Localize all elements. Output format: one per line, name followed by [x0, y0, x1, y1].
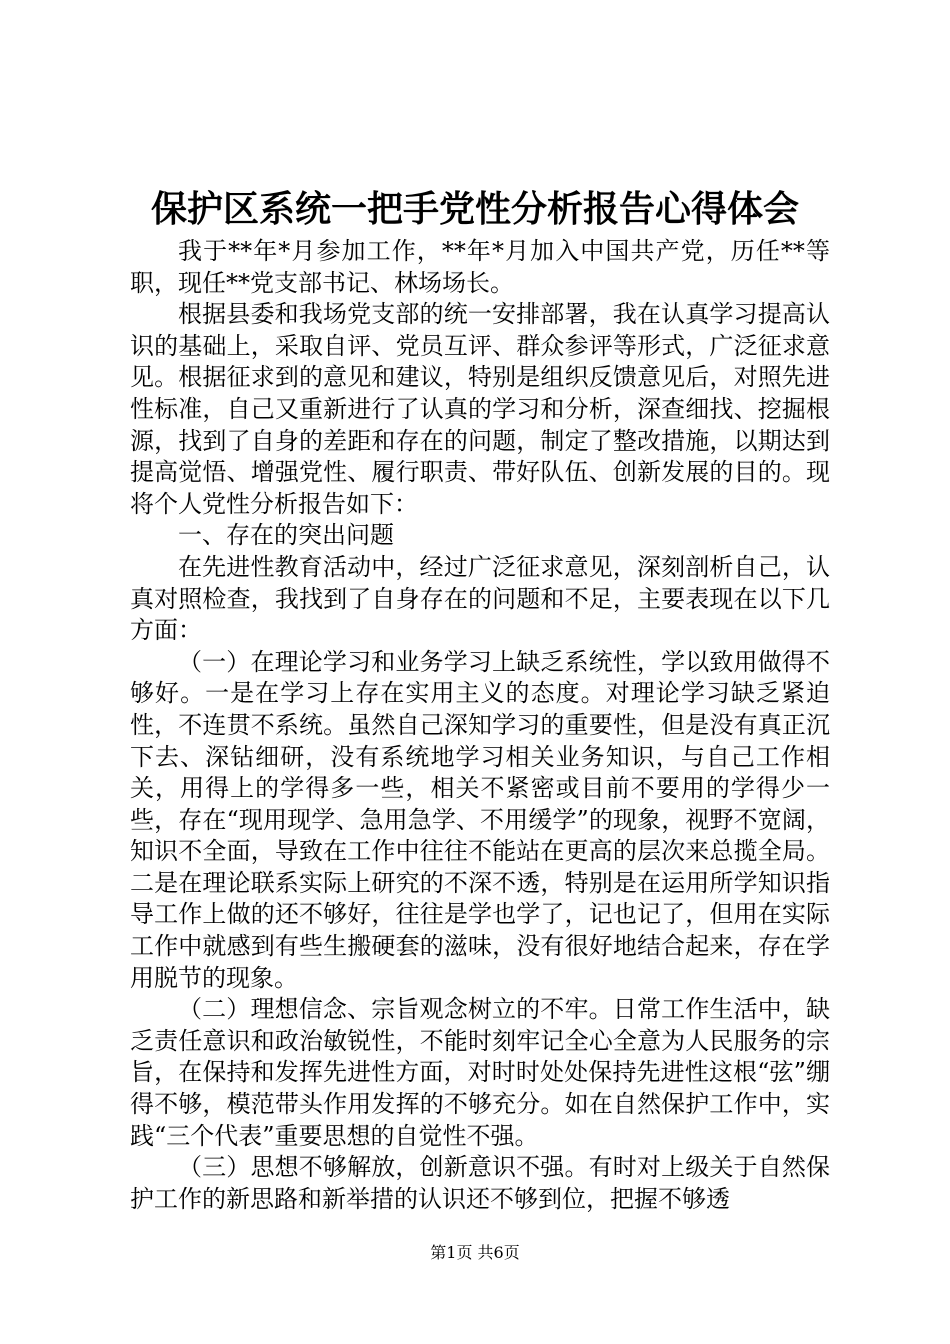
paragraph-background: 根据县委和我场党支部的统一安排部署，我在认真学习提高认识的基础上，采取自评、党员互评、群众参评等形式，广泛征求意见。根据征求到的意见和建议，特别是组织反馈意见后，对照先进性标准，自己又重新进行了认真的学习和分析，深查细找、挖掘根源，找到了自身的差距和存在的问题，制定了整改措施，以期达到提高觉悟、增强党性、履行职责、带好队伍、创新发展的目的。现将个人党性分析报告如下：: [130, 300, 830, 518]
paragraph-intro: 我于**年*月参加工作，**年*月加入中国共产党，历任**等职，现任**党支部书记、林场场长。: [130, 237, 830, 297]
paragraph-issue-2: （二）理想信念、宗旨观念树立的不牢。日常工作生活中，缺乏责任意识和政治敏锐性，不能时刻牢记全心全意为人民服务的宗旨，在保持和发挥先进性方面，对时时处处保持先进性这根“弦”绷得不够，模范带头作用发挥的不够充分。如在自然保护工作中，实践“三个代表”重要思想的自觉性不强。: [130, 995, 830, 1150]
section-heading-problems: 一、存在的突出问题: [178, 521, 394, 550]
page-footer: 第1页 共6页: [430, 1243, 520, 1262]
document-title: 保护区系统一把手党性分析报告心得体会: [150, 188, 799, 230]
paragraph-overview: 在先进性教育活动中，经过广泛征求意见，深刻剖析自己，认真对照检查，我找到了自身存在的问题和不足，主要表现在以下几方面：: [130, 552, 830, 645]
paragraph-issue-3: （三）思想不够解放，创新意识不强。有时对上级关于自然保护工作的新思路和新举措的认识还不够到位，把握不够透: [130, 1153, 830, 1213]
document-body: [130, 236, 830, 1215]
paragraph-issue-1: （一）在理论学习和业务学习上缺乏系统性，学以致用做得不够好。一是在学习上存在实用主义的态度。对理论学习缺乏紧迫性，不连贯不系统。虽然自己深知学习的重要性，但是没有真正沉下去、深钻细研，没有系统地学习相关业务知识，与自己工作相关，用得上的学得多一些，相关不紧密或目前不要用的学得少一些，存在“现用现学、急用急学、不用缓学”的现象，视野不宽阔，知识不全面，导致在工作中往往不能站在更高的层次来总揽全局。二是在理论联系实际上研究的不深不透，特别是在运用所学知识指导工作上做的还不够好，往往是学也学了，记也记了，但用在实际工作中就感到有些生搬硬套的滋味，没有很好地结合起来，存在学用脱节的现象。: [130, 647, 830, 992]
